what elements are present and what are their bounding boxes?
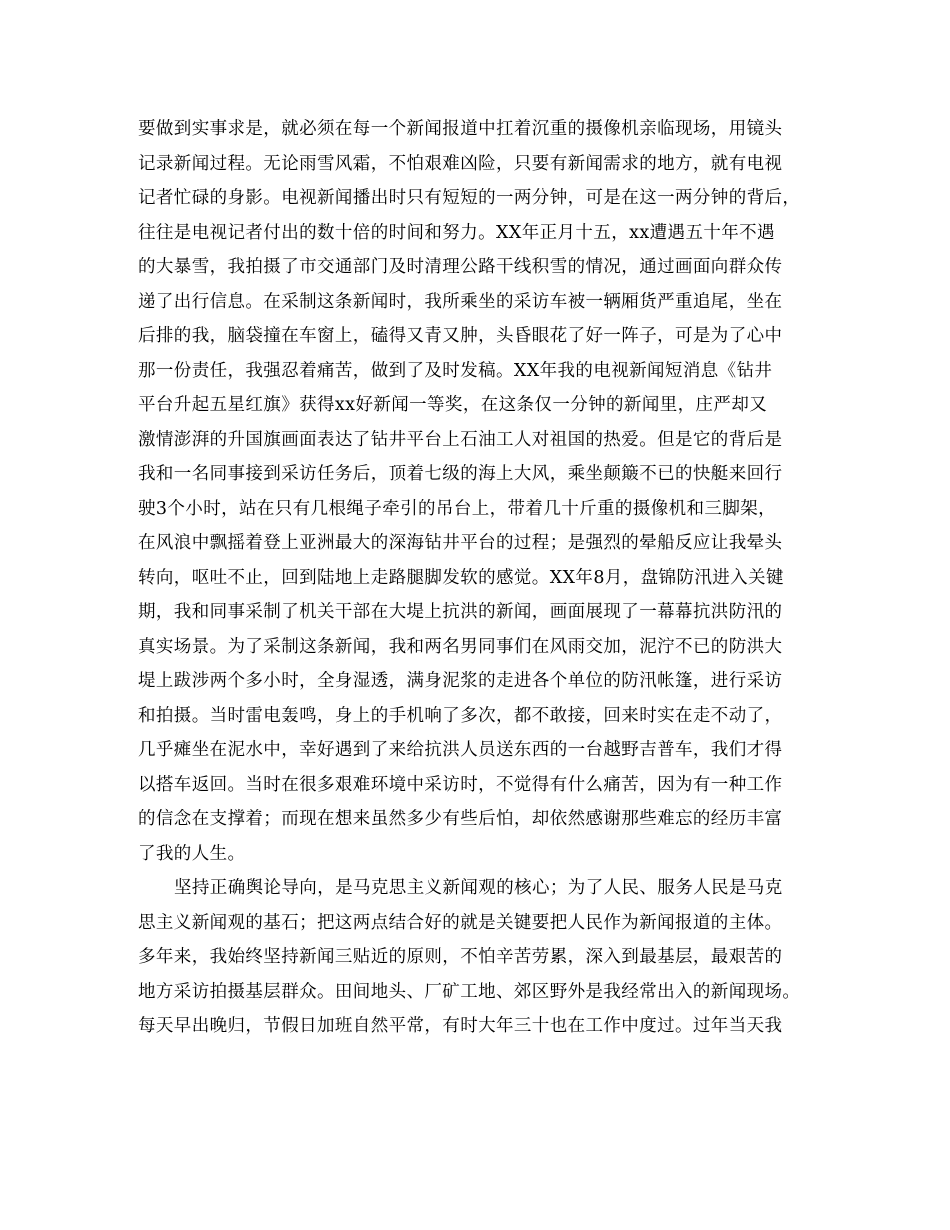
document-body [138, 112, 828, 1044]
text-line: 期，我和同事采制了机关干部在大堤上抗洪的新闻，画面展现了一幕幕抗洪防汛的 [138, 602, 783, 622]
paragraph-2 [138, 871, 828, 1044]
text-line: 坚持正确舆论导向，是马克思主义新闻观的核心；为了人民、服务人民是马克 [174, 878, 783, 898]
text-line: 要做到实事求是，就必须在每一个新闻报道中扛着沉重的摄像机亲临现场，用镜头 [138, 119, 783, 139]
text-line: 和拍摄。当时雷电轰鸣，身上的手机响了多次，都不敢接，回来时实在走不动了， [138, 705, 783, 726]
text-line: 真实场景。为了采制这条新闻，我和两名男同事们在风雨交加，泥泞不已的防洪大 [138, 636, 783, 657]
text-line: 递了出行信息。在采制这条新闻时，我所乘坐的采访车被一辆厢货严重追尾，坐在 [138, 291, 783, 312]
text-line: 平台升起五星红旗》获得xx好新闻一等奖，在这条仅一分钟的新闻里，庄严却又 [138, 395, 768, 415]
text-line: 了我的人生。 [138, 843, 246, 864]
text-line: 往往是电视记者付出的数十倍的时间和努力。XX年正月十五，xx遭遇五十年不遇 [138, 222, 775, 243]
text-line: 堤上跋涉两个多小时，全身湿透，满身泥浆的走进各个单位的防汛帐篷，进行采访 [138, 671, 783, 691]
text-line: 多年来，我始终坚持新闻三贴近的原则，不怕辛苦劳累，深入到最基层，最艰苦的 [138, 947, 783, 967]
text-line: 那一份责任，我强忍着痛苦，做到了及时发稿。XX年我的电视新闻短消息《钻井 [138, 360, 773, 381]
text-line: 每天早出晚归，节假日加班自然平常，有时大年三十也在工作中度过。过年当天我 [138, 1016, 783, 1036]
text-line: 驶3个小时，站在只有几根绳子牵引的吊台上，带着几十斤重的摄像机和三脚架， [138, 498, 777, 519]
text-line: 几乎瘫坐在泥水中，幸好遇到了来给抗洪人员送东西的一台越野吉普车，我们才得 [138, 740, 783, 760]
text-line: 记者忙碌的身影。电视新闻播出时只有短短的一两分钟，可是在这一两分钟的背后， [138, 188, 801, 208]
text-line: 记录新闻过程。无论雨雪风霜，不怕艰难凶险，只要有新闻需求的地方，就有电视 [138, 153, 783, 174]
paragraph-1 [138, 112, 828, 871]
text-line: 我和一名同事接到采访任务后，顶着七级的海上大风，乘坐颠簸不已的快艇来回行 [138, 464, 783, 484]
text-line: 激情澎湃的升国旗画面表达了钻井平台上石油工人对祖国的热爱。但是它的背后是 [138, 429, 783, 450]
text-line: 后排的我，脑袋撞在车窗上，磕得又青又肿，头昏眼花了好一阵子，可是为了心中 [138, 326, 783, 346]
text-line: 地方采访拍摄基层群众。田间地头、厂矿工地、郊区野外是我经常出入的新闻现场。 [138, 981, 801, 1002]
text-line: 的信念在支撑着；而现在想来虽然多少有些后怕，却依然感谢那些难忘的经历丰富 [138, 809, 783, 829]
text-line: 转向，呕吐不止，回到陆地上走路腿脚发软的感觉。XX年8月，盘锦防汛进入关键 [138, 567, 784, 588]
text-line: 思主义新闻观的基石；把这两点结合好的就是关键要把人民作为新闻报道的主体。 [138, 912, 783, 933]
text-line: 在风浪中飘摇着登上亚洲最大的深海钻井平台的过程；是强烈的晕船反应让我晕头 [138, 533, 783, 553]
text-line: 的大暴雪，我拍摄了市交通部门及时清理公路干线积雪的情况，通过画面向群众传 [138, 257, 783, 277]
text-line: 以搭车返回。当时在很多艰难环境中采访时，不觉得有什么痛苦，因为有一种工作 [138, 774, 783, 795]
